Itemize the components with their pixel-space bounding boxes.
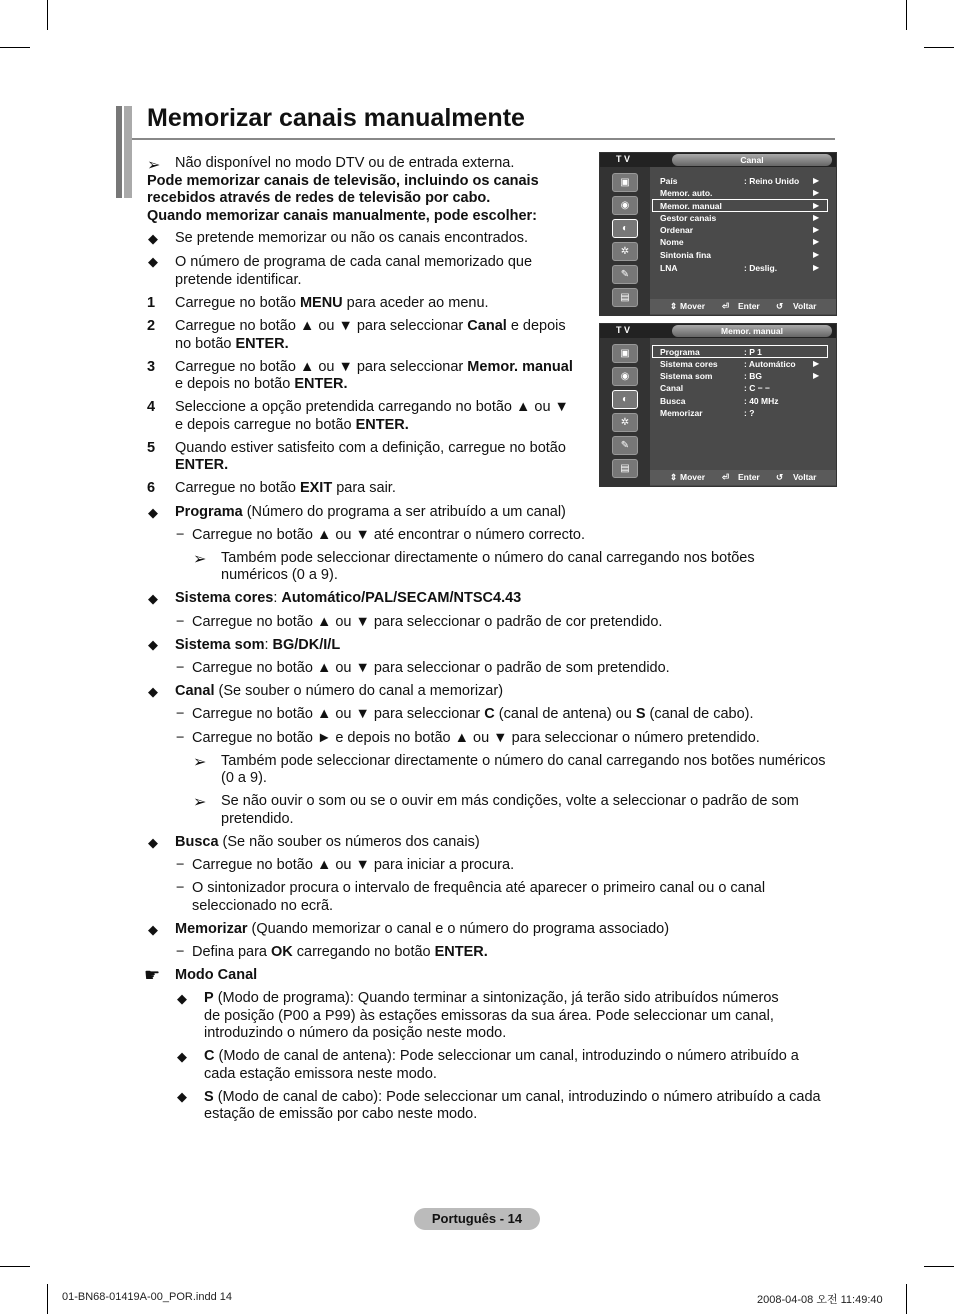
arrow-right-icon: ▶ (813, 213, 820, 222)
tv-label: T V (616, 154, 631, 164)
option-busca: Busca (Se não souber os números dos canais) (175, 834, 480, 850)
tv-menu-item[interactable]: Memor. manual (660, 201, 722, 211)
intro-note: Não disponível no modo DTV ou de entrada externa. (175, 155, 515, 171)
crop-mark (0, 47, 30, 48)
option-canal: Canal (Se souber o número do canal a memorizar) (175, 683, 504, 699)
step-5: ENTER. (175, 457, 229, 473)
tv-menu-item[interactable]: Sintonia fina (660, 250, 711, 260)
setup-icon[interactable]: ✲ (612, 413, 638, 432)
note-arrow-icon: ➢ (193, 551, 207, 568)
step-number: 5 (147, 440, 156, 456)
crop-mark (0, 1266, 30, 1267)
tv-sidebar (600, 167, 650, 315)
option-sistema-som: Sistema som: BG/DK/I/L (175, 637, 341, 653)
dash-icon: − (176, 857, 185, 873)
intro-bold: Quando memorizar canais manualmente, pode escolher: (147, 208, 537, 224)
digital-icon[interactable]: ▤ (612, 288, 638, 307)
step-number: 1 (147, 295, 156, 311)
tv-menu-value: : BG (744, 371, 762, 381)
arrow-right-icon: ▶ (813, 225, 820, 234)
tv-menu-footer (650, 470, 836, 485)
tv-menu-header (600, 324, 836, 338)
tv-menu-item[interactable]: Nome (660, 237, 684, 247)
tv-label: T V (616, 325, 631, 335)
option-sistema-cores: Sistema cores: Automático/PAL/SECAM/NTSC4.43 (175, 590, 522, 606)
tv-menu-title: Memor. manual (672, 325, 832, 337)
input-icon[interactable]: ✎ (612, 265, 638, 284)
intro-bold: Pode memorizar canais de televisão, incluindo os canais (147, 173, 539, 189)
dash-icon: − (176, 527, 185, 543)
tv-menu-item[interactable]: País (660, 176, 678, 186)
tv-menu-item[interactable]: Busca (660, 396, 686, 406)
dash-icon: − (176, 944, 185, 960)
tv-menu-footer (650, 299, 836, 314)
tv-footer-label: Mover (680, 301, 706, 311)
tv-menu-canal (599, 152, 837, 316)
tv-footer-label: Enter (738, 472, 760, 482)
file-slug: 01-BN68-01419A-00_POR.indd 14 (62, 1291, 233, 1303)
option-detail: Carregue no botão ► e depois no botão ▲ ou ▼ para seleccionar o número pretendido. (192, 730, 760, 746)
tv-menu-item[interactable]: Canal (660, 383, 684, 393)
step-4: Seleccione a opção pretendida carregando no botão ▲ ou ▼ (175, 399, 569, 415)
option-detail: Carregue no botão ▲ ou ▼ para seleccionar o padrão de cor pretendido. (192, 614, 663, 630)
tv-menu-memor-manual (599, 323, 837, 487)
page-number: Português - 14 (414, 1208, 540, 1230)
diamond-bullet-icon: ◆ (148, 684, 158, 699)
step-4: e depois carregue no botão ENTER. (175, 417, 409, 433)
tv-footer-label: Voltar (793, 301, 817, 311)
channel-icon[interactable]: ◐ (612, 390, 638, 409)
step-6: Carregue no botão EXIT para sair. (175, 480, 396, 496)
option-detail: seleccionado no ecrã. (192, 898, 334, 914)
crop-mark (906, 1284, 907, 1314)
modo-canal-heading: Modo Canal (175, 967, 258, 983)
crop-mark (924, 1266, 954, 1267)
crop-mark (47, 1284, 48, 1314)
title-accent (116, 106, 122, 198)
note-arrow-icon: ➢ (193, 754, 207, 771)
diamond-bullet-icon: ◆ (148, 922, 158, 937)
dash-icon: − (176, 660, 185, 676)
step-5: Quando estiver satisfeito com a definição, carregue no botão (175, 440, 566, 456)
tv-menu-item[interactable]: LNA (660, 263, 678, 273)
return-icon: ↺ (776, 472, 784, 482)
tv-menu-value: : 40 MHz (744, 396, 779, 406)
diamond-bullet-icon: ◆ (148, 835, 158, 850)
channel-icon[interactable]: ◐ (612, 219, 638, 238)
tv-menu-item[interactable]: Programa (660, 347, 700, 357)
intro-bullet: pretende identificar. (175, 272, 302, 288)
option-note: numéricos (0 a 9). (221, 567, 338, 583)
arrow-right-icon: ▶ (813, 263, 820, 272)
tv-menu-value: : Deslig. (744, 263, 778, 273)
arrow-right-icon: ▶ (813, 176, 820, 185)
intro-bold: recebidos através de redes de televisão por cabo. (147, 190, 491, 206)
diamond-bullet-icon: ◆ (148, 591, 158, 606)
tv-menu-title: Canal (672, 154, 832, 166)
arrow-right-icon: ▶ (813, 201, 820, 210)
step-2: Carregue no botão ▲ ou ▼ para seleccionar Canal e depois (175, 318, 566, 334)
note-arrow-icon: ➢ (147, 157, 161, 174)
picture-icon[interactable]: ▣ (612, 344, 638, 363)
modo-c: cada estação emissora neste modo. (204, 1066, 437, 1082)
crop-mark (906, 0, 907, 30)
diamond-bullet-icon: ◆ (177, 991, 187, 1006)
diamond-bullet-icon: ◆ (148, 505, 158, 520)
dash-icon: − (176, 880, 185, 896)
tv-menu-value: : Reino Unido (744, 176, 800, 186)
arrow-right-icon: ▶ (813, 237, 820, 246)
option-detail: Carregue no botão ▲ ou ▼ para iniciar a procura. (192, 857, 515, 873)
picture-icon[interactable]: ▣ (612, 173, 638, 192)
input-icon[interactable]: ✎ (612, 436, 638, 455)
option-programa: Programa (Número do programa a ser atribuído a um canal) (175, 504, 566, 520)
sound-icon[interactable]: ◉ (612, 196, 638, 215)
tv-menu-item[interactable]: Memorizar (660, 408, 703, 418)
diamond-bullet-icon: ◆ (177, 1089, 187, 1104)
tv-menu-value: : ? (744, 408, 755, 418)
arrow-right-icon: ▶ (813, 188, 820, 197)
option-detail: Carregue no botão ▲ ou ▼ para seleccionar o padrão de som pretendido. (192, 660, 670, 676)
step-3: e depois no botão ENTER. (175, 376, 348, 392)
digital-icon[interactable]: ▤ (612, 459, 638, 478)
tv-menu-value: : P 1 (744, 347, 762, 357)
dash-icon: − (176, 614, 185, 630)
modo-c: C (Modo de canal de antena): Pode seleccionar um canal, introduzindo o número atribuído a (204, 1048, 799, 1064)
enter-icon: ⏎ (722, 472, 730, 482)
modo-s: estação de emissão por cabo neste modo. (204, 1106, 478, 1122)
option-note: pretendido. (221, 811, 294, 827)
dash-icon: − (176, 730, 185, 746)
modo-p: P (Modo de programa): Quando terminar a sintonização, já terão sido atribuídos números (204, 990, 779, 1006)
tv-menu-header (600, 153, 836, 167)
intro-bullet: O número de programa de cada canal memorizado que (175, 254, 533, 270)
tv-menu-item[interactable]: Sistema som (660, 371, 713, 381)
tv-footer-label: Enter (738, 301, 760, 311)
date-slug: 2008-04-08 오전 11:49:40 (757, 1294, 883, 1306)
modo-s: S (Modo de canal de cabo): Pode seleccionar um canal, introduzindo o número atribuído a cada (204, 1089, 821, 1105)
option-memorizar: Memorizar (Quando memorizar o canal e o número do programa associado) (175, 921, 670, 937)
diamond-bullet-icon: ◆ (177, 1049, 187, 1064)
enter-icon: ⏎ (722, 301, 730, 311)
sound-icon[interactable]: ◉ (612, 367, 638, 386)
step-1: Carregue no botão MENU para aceder ao menu. (175, 295, 489, 311)
intro-bullet: Se pretende memorizar ou não os canais encontrados. (175, 230, 529, 246)
tv-menu-item[interactable]: Ordenar (660, 225, 694, 235)
option-note: Também pode seleccionar directamente o número do canal carregando nos botões numéricos (221, 753, 826, 769)
option-note: Também pode seleccionar directamente o número do canal carregando nos botões (221, 550, 755, 566)
diamond-bullet-icon: ◆ (148, 637, 158, 652)
option-detail: Carregue no botão ▲ ou ▼ até encontrar o número correcto. (192, 527, 586, 543)
tv-menu-item[interactable]: Sistema cores (660, 359, 718, 369)
modo-p: introduzindo o número da posição neste modo. (204, 1025, 507, 1041)
diamond-bullet-icon: ◆ (148, 254, 158, 269)
arrow-right-icon: ▶ (813, 371, 820, 380)
dash-icon: − (176, 706, 185, 722)
tv-menu-item[interactable]: Gestor canais (660, 213, 717, 223)
pointing-hand-icon: ☛ (144, 965, 161, 985)
option-note: (0 a 9). (221, 770, 267, 786)
tv-sidebar (600, 338, 650, 486)
arrow-right-icon: ▶ (813, 359, 820, 368)
crop-mark (47, 0, 48, 30)
page-title: Memorizar canais manualmente (147, 104, 525, 132)
step-number: 2 (147, 318, 156, 334)
move-icon: ⇕ (670, 301, 678, 311)
tv-menu-value: : Automático (744, 359, 796, 369)
tv-menu-item[interactable]: Memor. auto. (660, 188, 713, 198)
note-arrow-icon: ➢ (193, 794, 207, 811)
step-3: Carregue no botão ▲ ou ▼ para seleccionar Memor. manual (175, 359, 573, 375)
tv-footer-label: Voltar (793, 472, 817, 482)
return-icon: ↺ (776, 301, 784, 311)
setup-icon[interactable]: ✲ (612, 242, 638, 261)
step-number: 6 (147, 480, 156, 496)
option-note: Se não ouvir o som ou se o ouvir em más condições, volte a seleccionar o padrão de som (221, 793, 799, 809)
modo-p: de posição (P00 a P99) às estações emissoras da sua área. Pode seleccionar um canal, (204, 1008, 774, 1024)
arrow-right-icon: ▶ (813, 250, 820, 259)
option-detail: Carregue no botão ▲ ou ▼ para seleccionar C (canal de antena) ou S (canal de cabo). (192, 706, 754, 722)
step-number: 4 (147, 399, 156, 415)
step-number: 3 (147, 359, 156, 375)
title-rule (132, 138, 835, 140)
step-2: no botão ENTER. (175, 336, 289, 352)
tv-footer-label: Mover (680, 472, 706, 482)
tv-menu-value: : C − − (744, 383, 770, 393)
crop-mark (924, 47, 954, 48)
option-detail: Defina para OK carregando no botão ENTER. (192, 944, 488, 960)
title-accent (124, 106, 132, 198)
move-icon: ⇕ (670, 472, 678, 482)
option-detail: O sintonizador procura o intervalo de frequência até aparecer o primeiro canal ou o canal (192, 880, 766, 896)
diamond-bullet-icon: ◆ (148, 231, 158, 246)
